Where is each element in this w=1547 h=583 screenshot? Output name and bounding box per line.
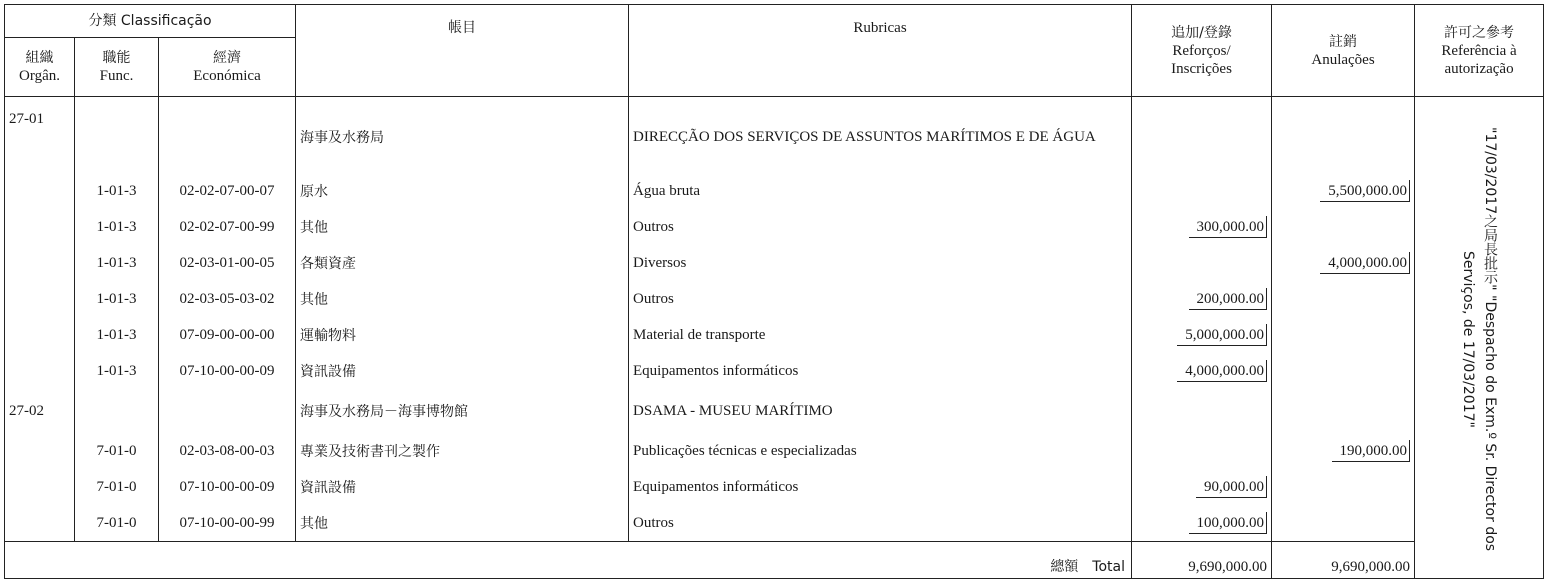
econ-code: 07-10-00-00-99 bbox=[159, 505, 296, 542]
total-row bbox=[5, 542, 1544, 579]
cancellation-value bbox=[1272, 173, 1415, 209]
authorization-reference-text: "17/03/2017之局長批示" "Despacho do Exm.º Sr. Director dos Serviços, de 17/03/2017" bbox=[1460, 127, 1499, 552]
rubrica-name: Outros bbox=[629, 209, 1132, 245]
reinforcement-value bbox=[1132, 209, 1272, 245]
cancellation-box: 5,500,000.00 bbox=[1320, 180, 1410, 202]
org-code bbox=[5, 433, 75, 469]
func-code: 1-01-3 bbox=[75, 353, 159, 389]
func-zh: 職能 bbox=[102, 50, 131, 66]
reinforcement-value bbox=[1132, 317, 1272, 353]
cancellation-value bbox=[1272, 245, 1415, 281]
rubricas-label: Rubricas bbox=[853, 20, 907, 36]
rubrica-name: Publicações técnicas e especializadas bbox=[629, 433, 1132, 469]
account-header bbox=[296, 5, 629, 97]
account-name-zh: 其他 bbox=[296, 505, 629, 542]
authorization-reference-wrap bbox=[1419, 101, 1539, 578]
econ-code: 02-03-08-00-03 bbox=[159, 433, 296, 469]
func-code: 7-01-0 bbox=[75, 469, 159, 505]
cancellation-value bbox=[1272, 433, 1415, 469]
econ-code bbox=[159, 389, 296, 433]
reinforcement-box: 100,000.00 bbox=[1189, 512, 1268, 534]
cancellation-value bbox=[1272, 353, 1415, 389]
cancellations-header bbox=[1272, 5, 1415, 97]
cancellation-value bbox=[1272, 469, 1415, 505]
table-row bbox=[5, 505, 1544, 542]
cancellations-zh: 註銷 bbox=[1329, 33, 1358, 50]
reinforcements-pt: Reforços/ bbox=[1172, 42, 1231, 59]
reinforcement-value bbox=[1132, 389, 1272, 433]
authorization-pt2: autorização bbox=[1444, 60, 1514, 77]
authorization-zh: 許可之參考 bbox=[1444, 24, 1515, 41]
reinforcement-value bbox=[1132, 353, 1272, 389]
classification-label: 分類 Classificação bbox=[88, 13, 212, 29]
func-code bbox=[75, 97, 159, 174]
total-label-text: 總額 Total bbox=[1050, 559, 1126, 575]
rubricas-header bbox=[629, 5, 1132, 97]
rubrica-name: Equipamentos informáticos bbox=[629, 469, 1132, 505]
org-code bbox=[5, 317, 75, 353]
account-name-zh: 其他 bbox=[296, 209, 629, 245]
org-code bbox=[5, 209, 75, 245]
rubrica-name: Outros bbox=[629, 505, 1132, 542]
func-header bbox=[75, 38, 159, 97]
total-cancellation: 9,690,000.00 bbox=[1272, 542, 1415, 579]
table-row bbox=[5, 173, 1544, 209]
econ-code: 02-02-07-00-99 bbox=[159, 209, 296, 245]
cancellation-value bbox=[1272, 389, 1415, 433]
econ-code: 07-09-00-00-00 bbox=[159, 317, 296, 353]
econ-code: 02-03-01-00-05 bbox=[159, 245, 296, 281]
table-row bbox=[5, 317, 1544, 353]
reinforcement-value bbox=[1132, 173, 1272, 209]
table-row bbox=[5, 281, 1544, 317]
account-name-zh: 運輸物料 bbox=[296, 317, 629, 353]
func-code: 7-01-0 bbox=[75, 505, 159, 542]
org-zh: 組織 bbox=[25, 50, 54, 66]
reinforcement-value bbox=[1132, 505, 1272, 542]
econ-code: 02-03-05-03-02 bbox=[159, 281, 296, 317]
cancellation-value bbox=[1272, 317, 1415, 353]
account-name-zh: 其他 bbox=[296, 281, 629, 317]
func-code: 1-01-3 bbox=[75, 173, 159, 209]
cancellation-value bbox=[1272, 97, 1415, 174]
cancellation-box: 4,000,000.00 bbox=[1320, 252, 1410, 274]
reinforcements-header bbox=[1132, 5, 1272, 97]
reinforcement-box: 90,000.00 bbox=[1196, 476, 1267, 498]
func-code: 1-01-3 bbox=[75, 317, 159, 353]
account-name-zh: 專業及技術書刊之製作 bbox=[296, 433, 629, 469]
account-name-zh: 各類資產 bbox=[296, 245, 629, 281]
rubrica-name: Material de transporte bbox=[629, 317, 1132, 353]
account-name-zh: 原水 bbox=[296, 173, 629, 209]
cancellation-value bbox=[1272, 281, 1415, 317]
org-code bbox=[5, 505, 75, 542]
rubrica-name: Outros bbox=[629, 281, 1132, 317]
account-name-zh: 海事及水務局 bbox=[296, 97, 629, 174]
table-row bbox=[5, 209, 1544, 245]
authorization-pt: Referência à bbox=[1441, 42, 1517, 59]
reinforcement-value bbox=[1132, 245, 1272, 281]
total-reinforcement: 9,690,000.00 bbox=[1132, 542, 1272, 579]
org-code bbox=[5, 245, 75, 281]
org-pt: Orgân. bbox=[19, 68, 60, 84]
org-header bbox=[5, 38, 75, 97]
reinforcement-value bbox=[1132, 469, 1272, 505]
org-code bbox=[5, 281, 75, 317]
total-label bbox=[5, 542, 1132, 579]
reinforcement-value bbox=[1132, 281, 1272, 317]
reinforcements-pt2: Inscrições bbox=[1171, 60, 1232, 77]
account-name-zh: 海事及水務局－海事博物館 bbox=[296, 389, 629, 433]
func-code: 1-01-3 bbox=[75, 245, 159, 281]
cancellation-value bbox=[1272, 505, 1415, 542]
rubrica-name: Diversos bbox=[629, 245, 1132, 281]
econ-zh: 經濟 bbox=[213, 50, 241, 66]
cancellation-box: 190,000.00 bbox=[1332, 440, 1411, 462]
org-code: 27-01 bbox=[5, 97, 75, 174]
reinforcement-box: 5,000,000.00 bbox=[1177, 324, 1267, 346]
table-row bbox=[5, 245, 1544, 281]
cancellations-pt: Anulações bbox=[1311, 51, 1375, 68]
classification-header bbox=[5, 5, 296, 38]
func-code: 7-01-0 bbox=[75, 433, 159, 469]
econ-code: 07-10-00-00-09 bbox=[159, 469, 296, 505]
account-label: 帳目 bbox=[448, 20, 477, 36]
account-name-zh: 資訊設備 bbox=[296, 353, 629, 389]
account-name-zh: 資訊設備 bbox=[296, 469, 629, 505]
reinforcement-value bbox=[1132, 433, 1272, 469]
econ-header bbox=[159, 38, 296, 97]
rubrica-name: DSAMA - MUSEU MARÍTIMO bbox=[629, 389, 1132, 433]
table-row bbox=[5, 433, 1544, 469]
reinforcements-zh: 追加/登錄 bbox=[1171, 24, 1232, 41]
func-code: 1-01-3 bbox=[75, 281, 159, 317]
org-code bbox=[5, 469, 75, 505]
cancellation-value bbox=[1272, 209, 1415, 245]
table-row bbox=[5, 353, 1544, 389]
func-code: 1-01-3 bbox=[75, 209, 159, 245]
authorization-reference bbox=[1415, 97, 1544, 579]
rubrica-name: Equipamentos informáticos bbox=[629, 353, 1132, 389]
table-row bbox=[5, 97, 1544, 174]
reinforcement-box: 200,000.00 bbox=[1189, 288, 1268, 310]
reinforcement-box: 300,000.00 bbox=[1189, 216, 1268, 238]
rubrica-name: Água bruta bbox=[629, 173, 1132, 209]
rubrica-name: DIRECÇÃO DOS SERVIÇOS DE ASSUNTOS MARÍTIMOS E DE ÁGUA bbox=[629, 97, 1132, 174]
reinforcement-value bbox=[1132, 97, 1272, 174]
econ-pt: Económica bbox=[193, 68, 261, 84]
header-row-top bbox=[5, 5, 1544, 38]
org-code: 27-02 bbox=[5, 389, 75, 433]
org-code bbox=[5, 353, 75, 389]
econ-code bbox=[159, 97, 296, 174]
econ-code: 02-02-07-00-07 bbox=[159, 173, 296, 209]
budget-table bbox=[4, 4, 1544, 579]
org-code bbox=[5, 173, 75, 209]
budget-document bbox=[4, 4, 1544, 579]
func-pt: Func. bbox=[99, 68, 134, 84]
authorization-header bbox=[1415, 5, 1544, 97]
table-row bbox=[5, 469, 1544, 505]
econ-code: 07-10-00-00-09 bbox=[159, 353, 296, 389]
reinforcement-box: 4,000,000.00 bbox=[1177, 360, 1267, 382]
table-row bbox=[5, 389, 1544, 433]
func-code bbox=[75, 389, 159, 433]
